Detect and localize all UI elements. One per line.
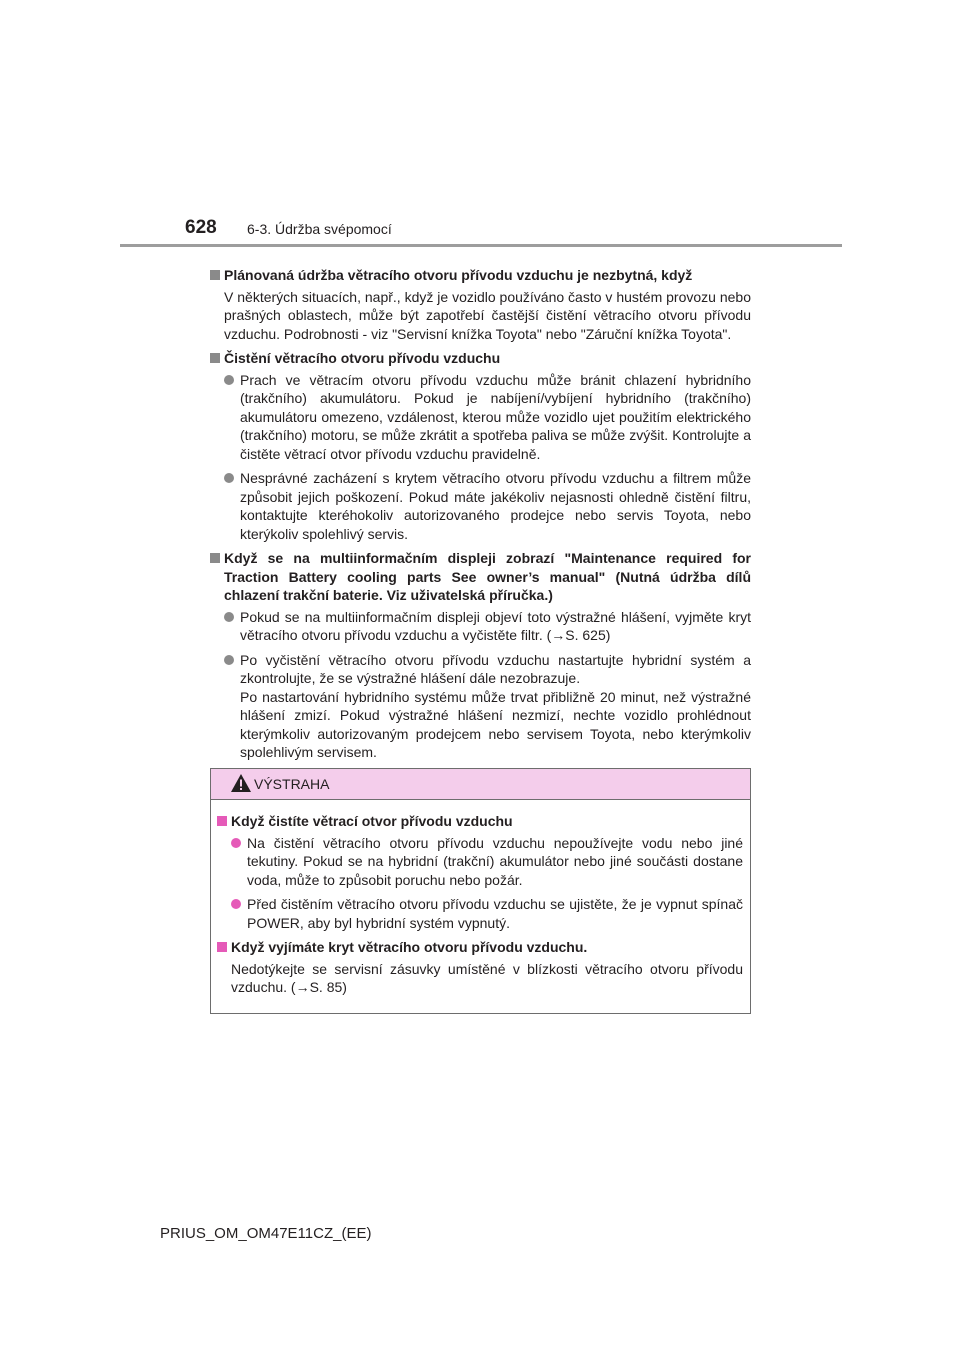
bullet-text: Prach ve větracím otvoru přívodu vzduchu může bránit chlazení hybridního (trakčního) akumulátoru. Pokud je nabíjení/vybíjení hybridního (trakčního) akumulátoru omezeno, vzdálenost, kterou může vozidlo ujet použitím elektrického (trakčního) motoru, se může zkrátit a spotřeba paliva se může zvýšit. Kontrolujte a čistěte větrací otvor přívodu vzduchu pravidelně.: [240, 371, 751, 462]
round-bullet-icon: [231, 899, 241, 909]
main-content: [210, 266, 751, 768]
warning-heading: [217, 938, 743, 957]
heading-text: Když se na multiinformačním displeji zobrazí "Maintenance required for Traction Battery cooling parts See owner’s manual" (Nutná údržba dílů chlazení trakční baterie. Viz uživatelská příručka.): [224, 550, 751, 603]
heading-text: Plánovaná údržba větracího otvoru přívodu vzduchu je nezbytná, když: [224, 267, 693, 283]
document-code: PRIUS_OM_OM47E11CZ_(EE): [160, 1225, 372, 1242]
page-number: 628: [185, 217, 217, 238]
round-bullet-icon: [224, 375, 234, 385]
section-heading: [210, 349, 751, 368]
round-bullet-icon: [231, 838, 241, 848]
heading-text: Když vyjímáte kryt větracího otvoru přívodu vzduchu.: [231, 939, 588, 955]
warning-heading: [217, 812, 743, 831]
round-bullet-icon: [224, 655, 234, 665]
square-bullet-icon: [217, 816, 227, 826]
warning-title: VÝSTRAHA: [254, 776, 330, 792]
bullet-item: [210, 469, 751, 543]
heading-text: Čistění větracího otvoru přívodu vzduchu: [224, 350, 501, 366]
square-bullet-icon: [210, 353, 220, 363]
bullet-text: Před čistěním větracího otvoru přívodu vzduchu se ujistěte, že je vypnut spínač POWER, aby byl hybridní systém vypnutý.: [247, 896, 743, 931]
warning-body: [211, 800, 750, 1013]
section-heading: [210, 549, 751, 605]
bullet-item: [210, 371, 751, 464]
bullet-item: [217, 834, 743, 890]
square-bullet-icon: [210, 270, 220, 280]
bullet-item: [210, 651, 751, 762]
round-bullet-icon: [224, 612, 234, 622]
section-title: 6-3. Údržba svépomocí: [247, 221, 392, 237]
bullet-text: Pokud se na multiinformačním displeji objeví toto výstražné hlášení, vyjměte kryt větracího otvoru přívodu vzduchu a vyčistěte filtr. (→S. 625): [240, 608, 751, 643]
warning-triangle-icon: [230, 773, 252, 793]
section-heading: [210, 266, 751, 285]
warning-header: [211, 769, 750, 800]
bullet-item: [217, 895, 743, 932]
bullet-item: [210, 608, 751, 645]
round-bullet-icon: [224, 473, 234, 483]
header-rule: [120, 244, 842, 247]
heading-text: Když čistíte větrací otvor přívodu vzduchu: [231, 813, 513, 829]
bullet-text: Na čistění větracího otvoru přívodu vzduchu nepoužívejte vodu nebo jiné tekutiny. Pokud se na hybridní (trakční) akumulátor nebo jiné součásti dostane voda, může to způsobit poruchu nebo požár.: [247, 834, 743, 888]
square-bullet-icon: [210, 553, 220, 563]
square-bullet-icon: [217, 942, 227, 952]
bullet-text: Nesprávné zacházení s krytem větracího otvoru přívodu vzduchu a filtrem může způsobit jejich poškození. Pokud máte jakékoliv nejasnosti ohledně čistění filtru, kontaktujte kteréhokoliv autorizovaného prodejce nebo servis Toyota, nebo kterýkoliv spolehlivý servis.: [240, 470, 751, 542]
warning-box: [210, 768, 751, 1014]
bullet-text-continued: Po nastartování hybridního systému může trvat přibližně 20 minut, než výstražné hlášení zmizí. Pokud výstražné hlášení nezmizí, nechte vozidlo prohlédnout kterýmkoliv autorizovaným prodejcem nebo servisem Toyota, nebo kterýmkoliv spolehlivým servisem.: [240, 688, 751, 760]
bullet-text: Po vyčistění větracího otvoru přívodu vzduchu nastartujte hybridní systém a zkontrolujte, že se výstražné hlášení dále nezobrazuje.: [240, 651, 751, 686]
paragraph: Nedotýkejte se servisní zásuvky umístěné v blízkosti větracího otvoru přívodu vzduchu. (→S. 85): [231, 960, 743, 995]
paragraph: V některých situacích, např., když je vozidlo používáno často v hustém provozu nebo prašných oblastech, může být zapotřebí častější čistění větracího otvoru přívodu vzduchu. Podrobnosti - viz "Servisní knížka Toyota" nebo "Záruční knížka Toyota".: [224, 288, 751, 342]
